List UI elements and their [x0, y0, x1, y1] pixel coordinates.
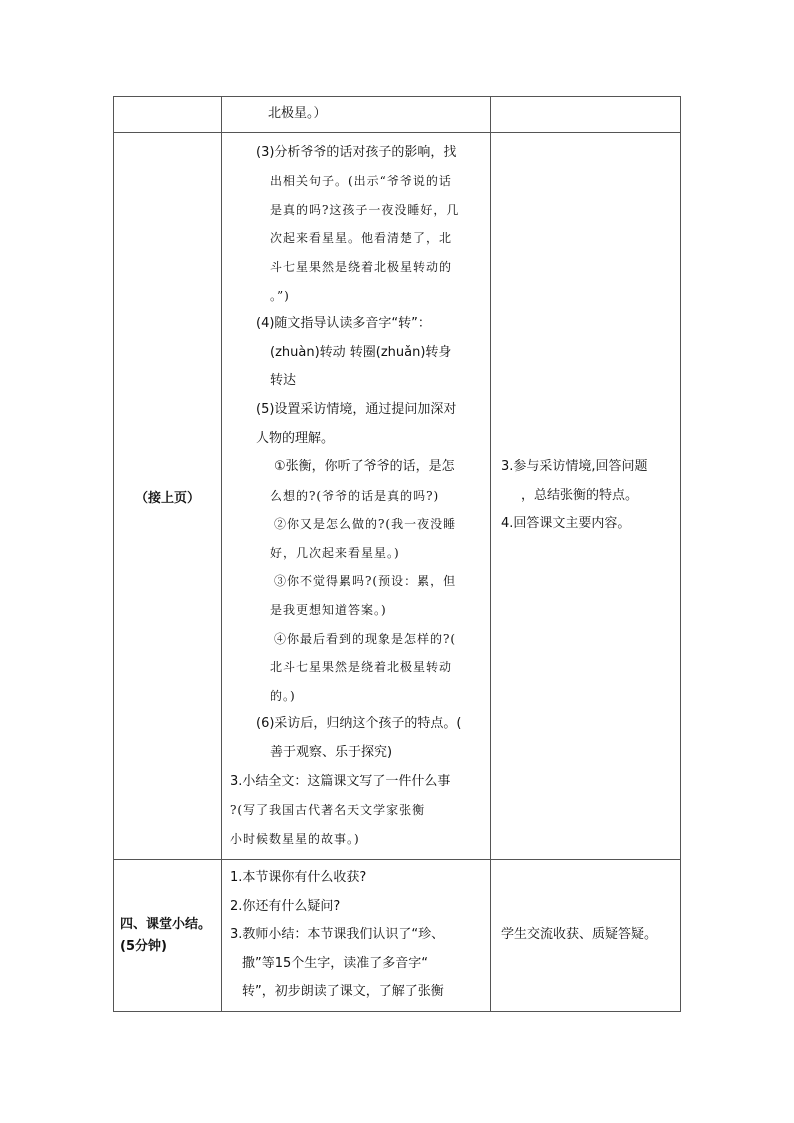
text-line: 好，几次起来看星星。): [270, 545, 400, 560]
teacher-activity-cell: [222, 860, 491, 1012]
text-line: ，总结张衡的特点。: [521, 487, 639, 503]
text-line: 撒”等15个生字，读准了多音字“: [242, 955, 429, 971]
text-line: 3.教师小结：本节课我们认识了“珍、: [230, 927, 445, 943]
text-line: (3)分析爷爷的话对孩子的影响，找: [256, 144, 457, 160]
table-row: [114, 97, 681, 133]
text-line: 3.小结全文：这篇课文写了一件什么事: [230, 773, 451, 789]
text-line: 1.本节课你有什么收获?: [230, 870, 367, 886]
text-line: 学生交流收获、质疑答疑。: [501, 927, 658, 943]
table-row: [114, 860, 681, 1012]
text-line: 么想的?(爷爷的话是真的吗?): [270, 488, 440, 503]
text-line: 转达: [270, 373, 297, 389]
lesson-plan-table: [113, 96, 681, 1012]
text-line: ①张衡，你听了爷爷的话，是怎: [274, 459, 455, 475]
stage-duration: (5分钟): [120, 938, 167, 954]
text-line: (6)采访后，归纳这个孩子的特点。(: [256, 716, 462, 732]
stage-label: 四、课堂小结。: [120, 916, 212, 932]
text-line: 是真的吗?这孩子一夜没睡好，几: [270, 202, 460, 217]
text-line: 是我更想知道答案。): [270, 603, 387, 618]
text-line: 的。): [270, 688, 296, 703]
stage-label: （接上页）: [134, 490, 200, 506]
teacher-activity-cell: [222, 133, 491, 860]
text-line: 北极星。）: [268, 106, 327, 122]
text-line: 善于观察、乐于探究): [270, 745, 393, 761]
text-line: 3.参与采访情境,回答问题: [501, 459, 648, 475]
student-activity-cell: [491, 133, 681, 860]
table-row: [114, 133, 681, 860]
text-line: 4.回答课文主要内容。: [501, 516, 631, 532]
text-line: ③你不觉得累吗?(预设：累，但: [274, 574, 457, 589]
text-line: (zhuàn)转动 转圈(zhuǎn)转身: [270, 344, 452, 360]
text-line: 。”): [270, 288, 290, 303]
text-line: (4)随文指导认读多音字“转”：: [256, 316, 431, 332]
text-line: 北斗七星果然是绕着北极星转动: [270, 660, 453, 675]
text-line: (5)设置采访情境，通过提问加深对: [256, 401, 457, 417]
stage-cell: [114, 133, 222, 860]
teacher-activity-cell: [222, 97, 491, 133]
text-line: 斗七星果然是绕着北极星转动的: [270, 259, 453, 274]
stage-cell: [114, 97, 222, 133]
text-line: 小时候数星星的故事。): [230, 831, 360, 846]
stage-cell: [114, 860, 222, 1012]
text-line: 2.你还有什么疑问?: [230, 898, 341, 914]
text-line: ?(写了我国古代著名天文学家张衡: [230, 803, 426, 818]
text-line: 人物的理解。: [256, 430, 335, 446]
text-line: 次起来看星星。他看清楚了，北: [270, 231, 453, 246]
student-activity-cell: [491, 860, 681, 1012]
text-line: ④你最后看到的现象是怎样的?(: [274, 631, 457, 646]
text-line: ②你又是怎么做的?(我一夜没睡: [274, 517, 457, 532]
text-line: 出相关句子。(出示“爷爷说的话: [270, 174, 452, 189]
student-activity-cell: [491, 97, 681, 133]
text-line: 转”，初步朗读了课文，了解了张衡: [242, 984, 444, 1000]
